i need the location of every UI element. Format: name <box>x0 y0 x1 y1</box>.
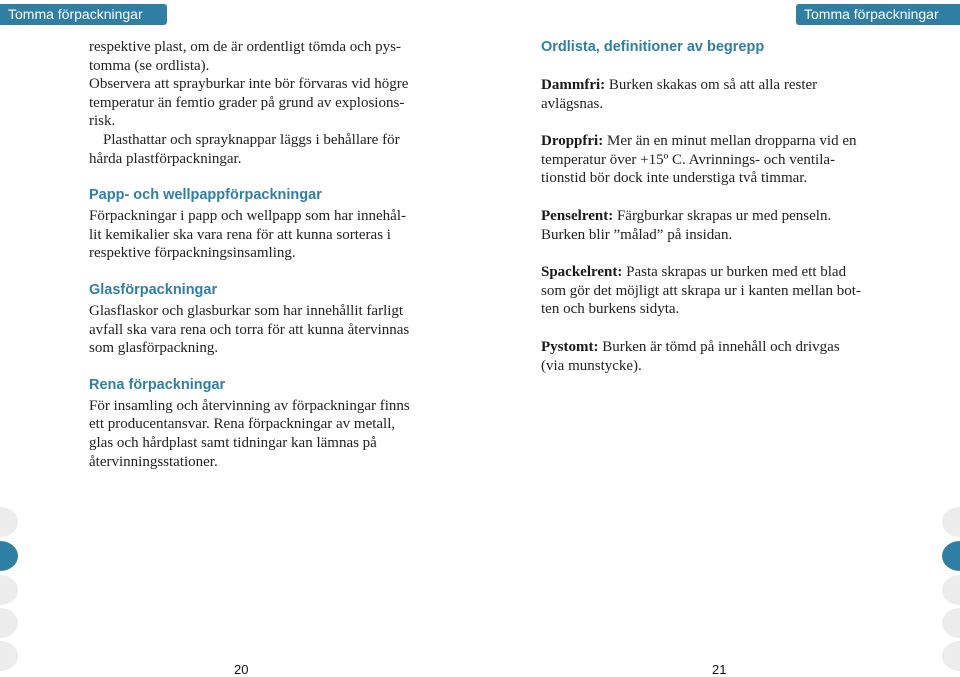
definition-item <box>541 263 881 319</box>
intro-line: temperatur än femtio grader på grund av explosions- <box>89 94 405 111</box>
definition-text: ten och burkens sidyta. <box>541 301 680 318</box>
definition-text: temperatur över +15º C. Avrinnings- och ventila- <box>541 151 836 168</box>
page-number: 20 <box>234 662 249 677</box>
intro-line: risk. <box>89 113 116 130</box>
glossary-heading: Ordlista, definitioner av begrepp <box>541 39 765 55</box>
chapter-tab[interactable] <box>0 575 18 605</box>
definition-text: Färgburkar skrapas ur med penseln. <box>616 207 832 224</box>
body-line: respektive förpackningsinsamling. <box>89 245 296 262</box>
definition-text: Burken skakas om så att alla rester <box>608 77 818 93</box>
body-line: Förpackningar i papp och wellpapp som har innehål- <box>89 208 406 225</box>
section-heading-papp: Papp- och wellpappförpackningar <box>89 187 322 204</box>
chapter-tab[interactable] <box>942 507 960 537</box>
definition-text: Pasta skrapas ur burken med ett blad <box>626 264 847 281</box>
definition-item <box>541 132 881 188</box>
chapter-tab-active[interactable] <box>942 541 960 571</box>
intro-line: Observera att sprayburkar inte bör förvaras vid högre <box>89 76 409 93</box>
section-heading-rena: Rena förpackningar <box>89 376 226 393</box>
definition-text: Burken blir ”målad” på insidan. <box>541 226 733 243</box>
definition-text: avlägsnas. <box>541 95 604 112</box>
body-line: För insamling och återvinning av förpackningar finns <box>89 397 410 414</box>
definition-text: som gör det möjligt att skrapa ur i kanten mellan bot- <box>541 282 861 299</box>
body-line: lit kemikalier ska vara rena för att kunna sorteras i <box>89 226 391 243</box>
chapter-tab[interactable] <box>942 575 960 605</box>
definition-item <box>541 207 881 244</box>
body-line: återvinningsstationer. <box>89 453 218 470</box>
chapter-tab[interactable] <box>942 641 960 671</box>
chapter-tab[interactable] <box>0 641 18 671</box>
definition-term: Spackelrent: <box>541 264 623 281</box>
body-line: avfall ska vara rena och torra för att kunna återvinnas <box>89 321 410 338</box>
definition-term: Pystomt: <box>541 338 599 355</box>
chapter-tab-active[interactable] <box>0 541 18 571</box>
body-line: ett producentansvar. Rena förpackningar av metall, <box>89 416 396 433</box>
intro-line: respektive plast, om de är ordentligt tömda och pys- <box>89 39 402 55</box>
definition-text: Mer än en minut mellan dropparna vid en <box>606 133 857 150</box>
left-column <box>89 38 419 471</box>
body-line: som glasförpackning. <box>89 340 219 357</box>
definition-text: tionstid bör dock inte understiga två timmar. <box>541 170 808 187</box>
definition-term: Dammfri: <box>541 77 606 93</box>
page-number: 21 <box>712 662 727 677</box>
chapter-tab[interactable] <box>0 608 18 638</box>
note-line: hårda plastförpackningar. <box>89 150 242 167</box>
definition-term: Droppfri: <box>541 133 604 150</box>
section-heading-glas: Glasförpackningar <box>89 281 218 298</box>
intro-line: tomma (se ordlista). <box>89 57 210 74</box>
definition-text: (via munstycke). <box>541 357 642 374</box>
right-page <box>480 0 960 677</box>
definition-item <box>541 76 881 113</box>
definition-term: Penselrent: <box>541 207 614 224</box>
right-column <box>541 38 881 394</box>
chapter-tab[interactable] <box>0 507 18 537</box>
section-tab-label: Tomma förpackningar <box>796 4 960 25</box>
definition-text: Burken är tömd på innehåll och drivgas <box>602 338 840 355</box>
body-line: glas och hårdplast samt tidningar kan lämnas på <box>89 434 377 451</box>
body-line: Glasflaskor och glasburkar som har innehållit farligt <box>89 302 404 319</box>
chapter-tab[interactable] <box>942 608 960 638</box>
definition-item <box>541 338 881 375</box>
section-tab-label: Tomma förpackningar <box>0 4 167 25</box>
note-line: Plasthattar och sprayknappar läggs i behållare för <box>103 131 400 148</box>
